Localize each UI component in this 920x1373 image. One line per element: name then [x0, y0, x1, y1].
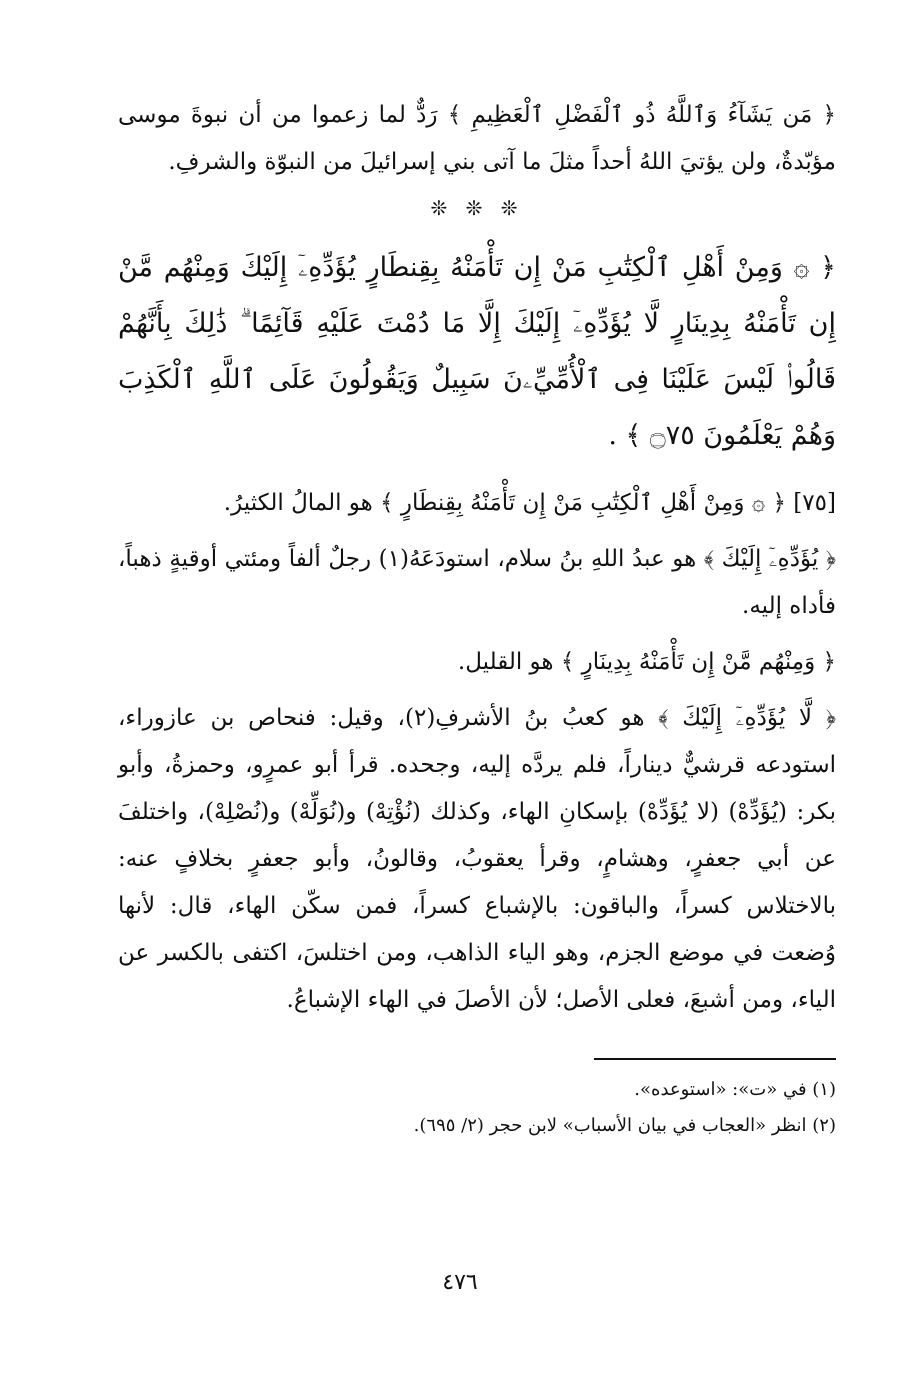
quran-verse: ﴿ ۞ وَمِنْ أَهْلِ ٱلْكِتَٰبِ مَنْ إِن تَأْمَنْهُ بِقِنطَارٍ يُؤَدِّهِۦٓ إِلَيْكَ وَمِنْهُم مَّنْ إِن تَأْمَنْهُ بِدِينَارٍ لَّا يُؤَدِّهِۦٓ إِلَيْكَ إِلَّا مَا دُمْتَ عَلَيْهِ قَآئِمًا ۗ ذَٰلِكَ بِأَنَّهُمْ قَالُوا۟ لَيْسَ عَلَيْنَا فِى ٱلْأُمِّيِّۦنَ سَبِيلٌ وَيَقُولُونَ عَلَى ٱللَّهِ ٱلْكَذِبَ وَهُمْ يَعْلَمُونَ ۝٧٥ ﴾ . — [118, 252, 836, 451]
intro-paragraph: ﴿ مَن يَشَآءُ وَٱللَّهُ ذُو ٱلْفَضْلِ ٱلْعَظِيمِ ﴾ رَدٌّ لما زعموا من أن نبوةَ موسى مؤبّدةٌ، ولن يؤتيَ اللهُ أحداً مثلَ ما آتى بني إسرائيلَ من النبوّة والشرفِ. — [118, 102, 836, 175]
section-separator: ❊ ❊ ❊ — [430, 196, 524, 220]
page-number: ٤٧٦ — [442, 1270, 478, 1295]
page-content — [118, 92, 836, 1144]
commentary-paragraph: ﴿ وَمِنْهُم مَّنْ إِن تَأْمَنْهُ بِدِينَارٍ ﴾ هو القليل. — [457, 649, 836, 675]
commentary-paragraph: ﴿ لَّا يُؤَدِّهِۦٓ إِلَيْكَ ﴾ هو كعبُ بنُ الأشرفِ(٢)، وقيل: فنحاص بن عازوراء، استودعه قرشيٌّ ديناراً، فلم يردَّه إليه، وجحده. قرأ أبو عمرٍو، وحمزةُ، وأبو بكر: (يُؤَدِّهْ) (لا يُؤَدِّهْ) بإسكانِ الهاء، وكذلك (نُؤْتِهْ) و(نُوَلِّهْ) و(نُصْلِهْ)، واختلفَ عن أبي جعفرٍ، وهشامٍ، وقرأ يعقوبُ، وقالونُ، وأبو جعفرٍ بخلافٍ عنه: بالاختلاس كسراً، والباقون: بالإشباع كسراً، فمن سكّن الهاء، قال: لأنها وُضعت في موضع الجزم، وهو الياء الذاهب، ومن اختلسَ، اكتفى بالكسر عن الياء، ومن أشبعَ، فعلى الأصل؛ لأن الأصلَ في الهاء الإشباعُ. — [118, 705, 836, 1013]
commentary-paragraph: ﴿ يُؤَدِّهِۦٓ إِلَيْكَ ﴾ هو عبدُ اللهِ بنُ سلام، استودَعَهُ(١) رجلٌ ألفاً ومئتي أوقيةٍ ذهباً، فأداه إليه. — [118, 546, 836, 619]
footnote: (٢) انظر «العجاب في بيان الأسباب» لابن حجر (٢/ ٦٩٥). — [413, 1115, 836, 1136]
commentary-paragraph: [٧٥] ﴿ ۞ وَمِنْ أَهْلِ ٱلْكِتَٰبِ مَنْ إِن تَأْمَنْهُ بِقِنطَارٍ ﴾ هو المالُ الكثيرُ. — [223, 490, 836, 516]
footnote-divider — [594, 1058, 836, 1060]
footnote: (١) في «ت»: «استوعده». — [634, 1079, 836, 1100]
